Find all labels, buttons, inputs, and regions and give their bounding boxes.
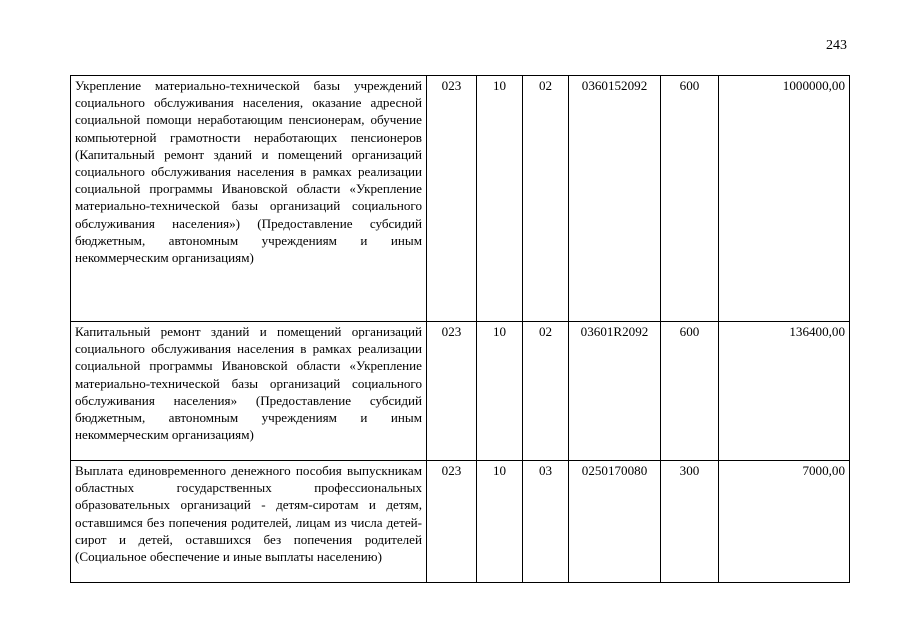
expense-type-cell: 600 [661,76,719,322]
expense-type-cell: 300 [661,461,719,583]
amount-cell: 7000,00 [719,461,850,583]
table-row [71,461,850,583]
row-description: Укрепление материально-технической базы учреждений социального обслуживания населения, оказание адресной социальной помощи неработающим пенсионерам, обучение компьютерной грамотности неработающих пенсионеров (Капитальный ремонт зданий и помещений организаций социального обслуживания населения в рамках реализации социальной программы Ивановской области «Укрепление материально-технической базы организаций социального обслуживания населения») (Предоставление субсидий бюджетным, автономным учреждениям и иным некоммерческим организациям) [71,76,427,322]
row-description: Выплата единовременного денежного пособия выпускникам областных государственных профессиональных образовательных организаций - детям-сиротам и детям, оставшимся без попечения родителей, лицам из числа детей-сирот и детей, оставшихся без попечения родителей (Социальное обеспечение и иные выплаты населению) [71,461,427,583]
table-row [71,322,850,461]
admin-code-cell: 023 [427,461,477,583]
section-cell: 10 [477,461,523,583]
admin-code-cell: 023 [427,322,477,461]
row-description: Капитальный ремонт зданий и помещений организаций социального обслуживания населения в рамках реализации социальной программы Ивановской области «Укрепление материально-технической базы организаций социального обслуживания населения» (Предоставление субсидий бюджетным, автономным учреждениям и иным некоммерческим организациям) [71,322,427,461]
admin-code-cell: 023 [427,76,477,322]
expense-type-cell: 600 [661,322,719,461]
section-cell: 10 [477,76,523,322]
subsection-cell: 02 [523,76,569,322]
target-article-cell: 0250170080 [569,461,661,583]
section-cell: 10 [477,322,523,461]
amount-cell: 1000000,00 [719,76,850,322]
amount-cell: 136400,00 [719,322,850,461]
table-row [71,76,850,322]
subsection-cell: 02 [523,322,569,461]
page-number: 243 [826,38,847,53]
subsection-cell: 03 [523,461,569,583]
target-article-cell: 03601R2092 [569,322,661,461]
target-article-cell: 0360152092 [569,76,661,322]
budget-table [70,75,850,583]
